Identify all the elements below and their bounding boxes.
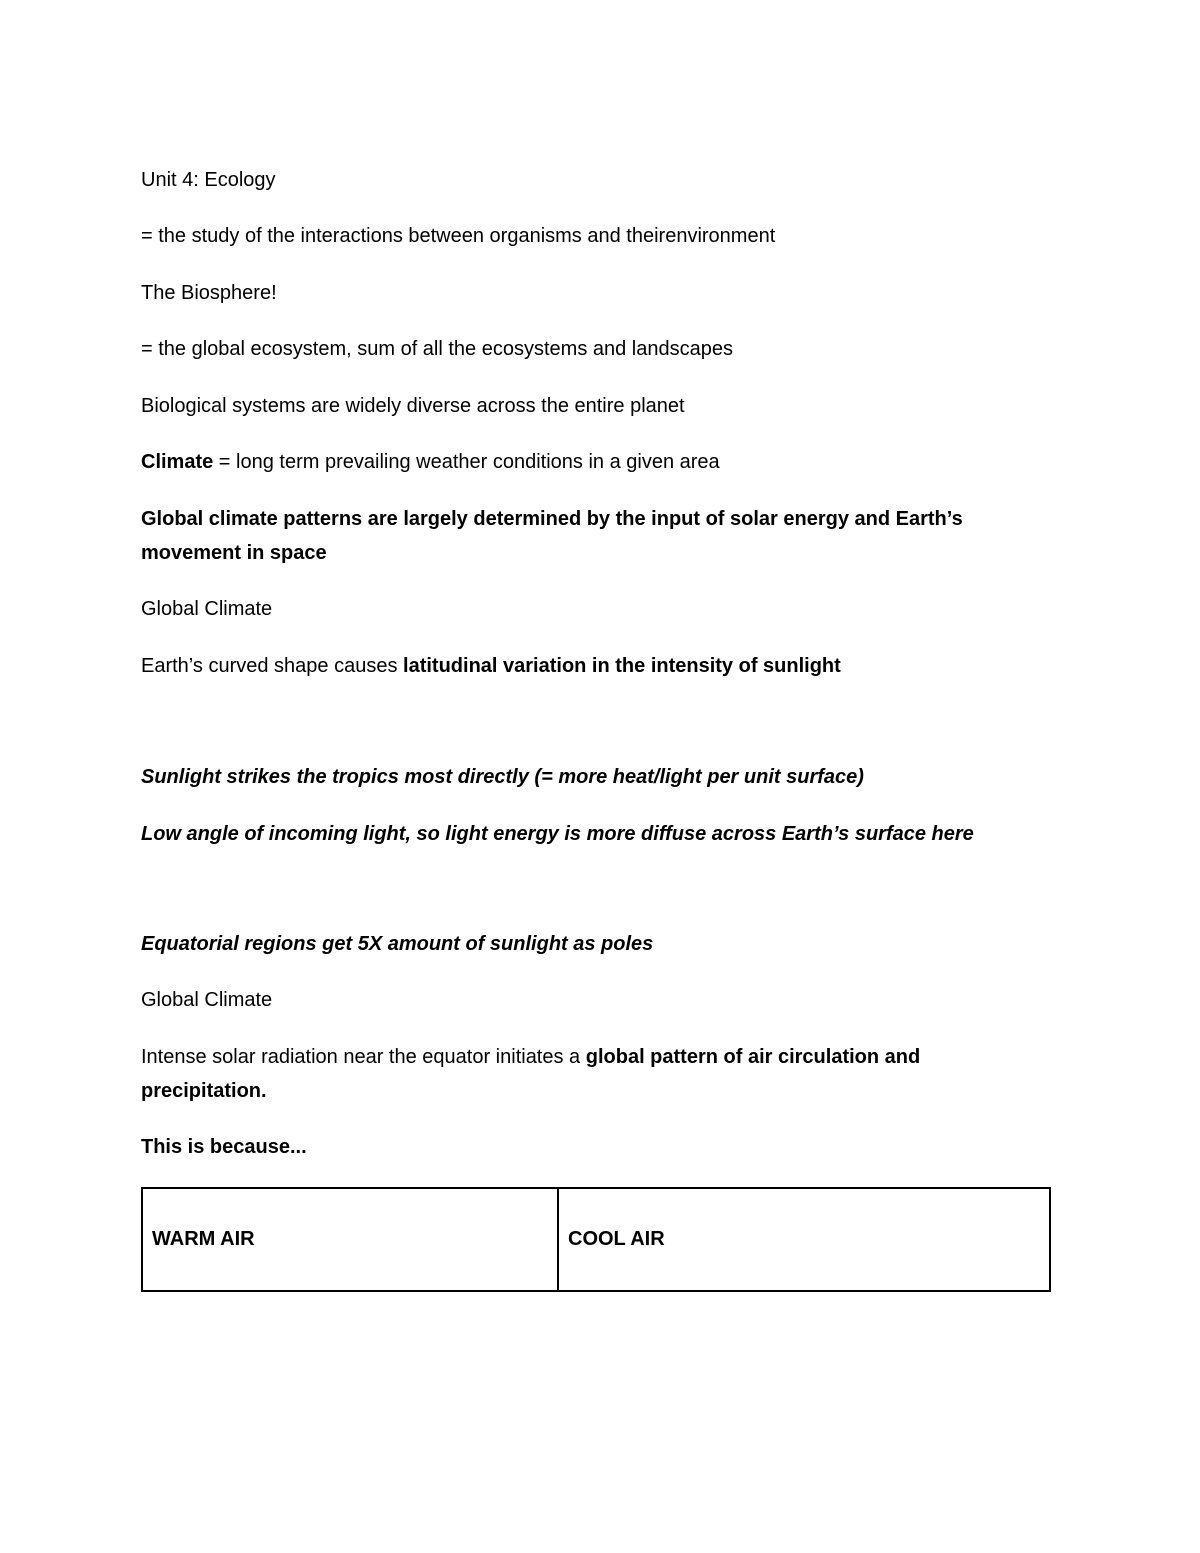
intense-radiation-prefix: Intense solar radiation near the equator initiates a bbox=[141, 1046, 586, 1068]
climate-definition-text: = long term prevailing weather conditions in a given area bbox=[213, 451, 720, 473]
biosphere-definition: = the global ecosystem, sum of all the ecosystems and landscapes bbox=[141, 338, 733, 360]
table-row bbox=[142, 1188, 1050, 1291]
intense-radiation-statement bbox=[141, 1040, 1001, 1108]
global-patterns-statement: Global climate patterns are largely determined by the input of solar energy and Earth’s movement in space bbox=[141, 508, 963, 564]
equatorial-note: Equatorial regions get 5X amount of sunlight as poles bbox=[141, 933, 654, 955]
curved-shape-prefix: Earth’s curved shape causes bbox=[141, 655, 404, 677]
ecology-definition: = the study of the interactions between organisms and theirenvironment bbox=[141, 225, 776, 247]
biosphere-heading: The Biosphere! bbox=[141, 282, 277, 304]
curved-shape-statement bbox=[141, 649, 1021, 683]
warm-air-cell: WARM AIR bbox=[142, 1188, 558, 1291]
air-comparison-table bbox=[141, 1187, 1051, 1292]
curved-shape-emphasis: latitudinal variation in the intensity of sunlight bbox=[403, 655, 841, 677]
cool-air-cell: COOL AIR bbox=[558, 1188, 1050, 1291]
global-climate-heading-1: Global Climate bbox=[141, 598, 273, 620]
climate-term: Climate bbox=[141, 451, 214, 473]
sunlight-tropics-note: Sunlight strikes the tropics most directly (= more heat/light per unit surface) bbox=[141, 766, 864, 788]
document-title: Unit 4: Ecology bbox=[141, 169, 276, 191]
intense-radiation-emphasis: global pattern of air circulation and precipitation. bbox=[141, 1046, 921, 1102]
because-text: This is because... bbox=[141, 1136, 307, 1158]
low-angle-note: Low angle of incoming light, so light energy is more diffuse across Earth’s surface here bbox=[141, 823, 974, 845]
global-climate-heading-2: Global Climate bbox=[141, 989, 273, 1011]
climate-definition bbox=[141, 445, 1021, 479]
biological-systems-text: Biological systems are widely diverse across the entire planet bbox=[141, 395, 685, 417]
